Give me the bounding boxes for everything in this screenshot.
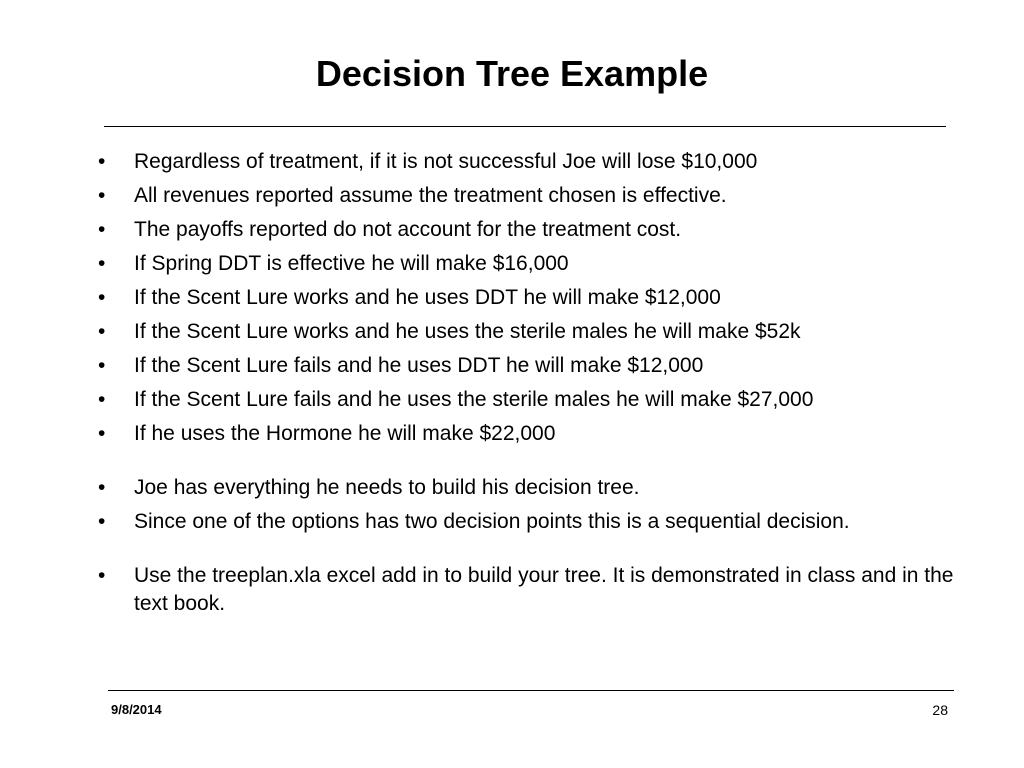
bullet-item: [98, 420, 978, 448]
bullet-item: [98, 474, 978, 502]
bullet-text: Regardless of treatment, if it is not successful Joe will lose $10,000: [134, 150, 758, 173]
bullet-marker: •: [98, 476, 106, 499]
bullet-marker: •: [98, 354, 106, 377]
bullet-marker: •: [98, 286, 106, 309]
bullet-text: If he uses the Hormone he will make $22,000: [134, 422, 556, 445]
title-divider: [104, 126, 946, 127]
bullet-text: If the Scent Lure works and he uses DDT he will make $12,000: [134, 286, 721, 309]
bullet-item: [98, 284, 978, 312]
bullet-item: [98, 318, 978, 346]
bullet-item: [98, 216, 978, 244]
bullet-item: [98, 352, 978, 380]
bullet-marker: •: [98, 150, 106, 173]
bullet-text: Joe has everything he needs to build his decision tree.: [134, 476, 640, 499]
bullet-item: [98, 562, 978, 618]
bullet-text: All revenues reported assume the treatment chosen is effective.: [134, 184, 727, 207]
bullet-marker: •: [98, 510, 106, 533]
bullet-marker: •: [98, 320, 106, 343]
bullet-text: The payoffs reported do not account for the treatment cost.: [134, 218, 682, 241]
bullet-item: [98, 182, 978, 210]
bullet-marker: •: [98, 252, 106, 275]
bullet-marker: •: [98, 422, 106, 445]
bullet-text: If the Scent Lure fails and he uses DDT he will make $12,000: [134, 354, 704, 377]
bullet-marker: •: [98, 218, 106, 241]
bullet-text: If the Scent Lure fails and he uses the sterile males he will make $27,000: [134, 388, 814, 411]
footer-date: 9/8/2014: [111, 702, 162, 717]
bullet-item: [98, 148, 978, 176]
bullet-text: Since one of the options has two decision points this is a sequential decision.: [134, 510, 850, 533]
bullet-marker: •: [98, 184, 106, 207]
bullet-item: [98, 386, 978, 414]
slide-title: Decision Tree Example: [315, 53, 709, 94]
bullet-marker: •: [98, 564, 106, 587]
bullet-text: If the Scent Lure works and he uses the sterile males he will make $52k: [134, 320, 801, 343]
footer-divider: [108, 690, 954, 691]
page-number: 28: [932, 702, 948, 718]
bullet-item: [98, 250, 978, 278]
bullet-text: If Spring DDT is effective he will make $16,000: [134, 252, 569, 275]
bullet-marker: •: [98, 388, 106, 411]
bullet-item: [98, 508, 978, 536]
bullet-text: Use the treeplan.xla excel add in to build your tree. It is demonstrated in class and in the text book.: [134, 564, 954, 615]
bullet-list: [98, 148, 978, 624]
